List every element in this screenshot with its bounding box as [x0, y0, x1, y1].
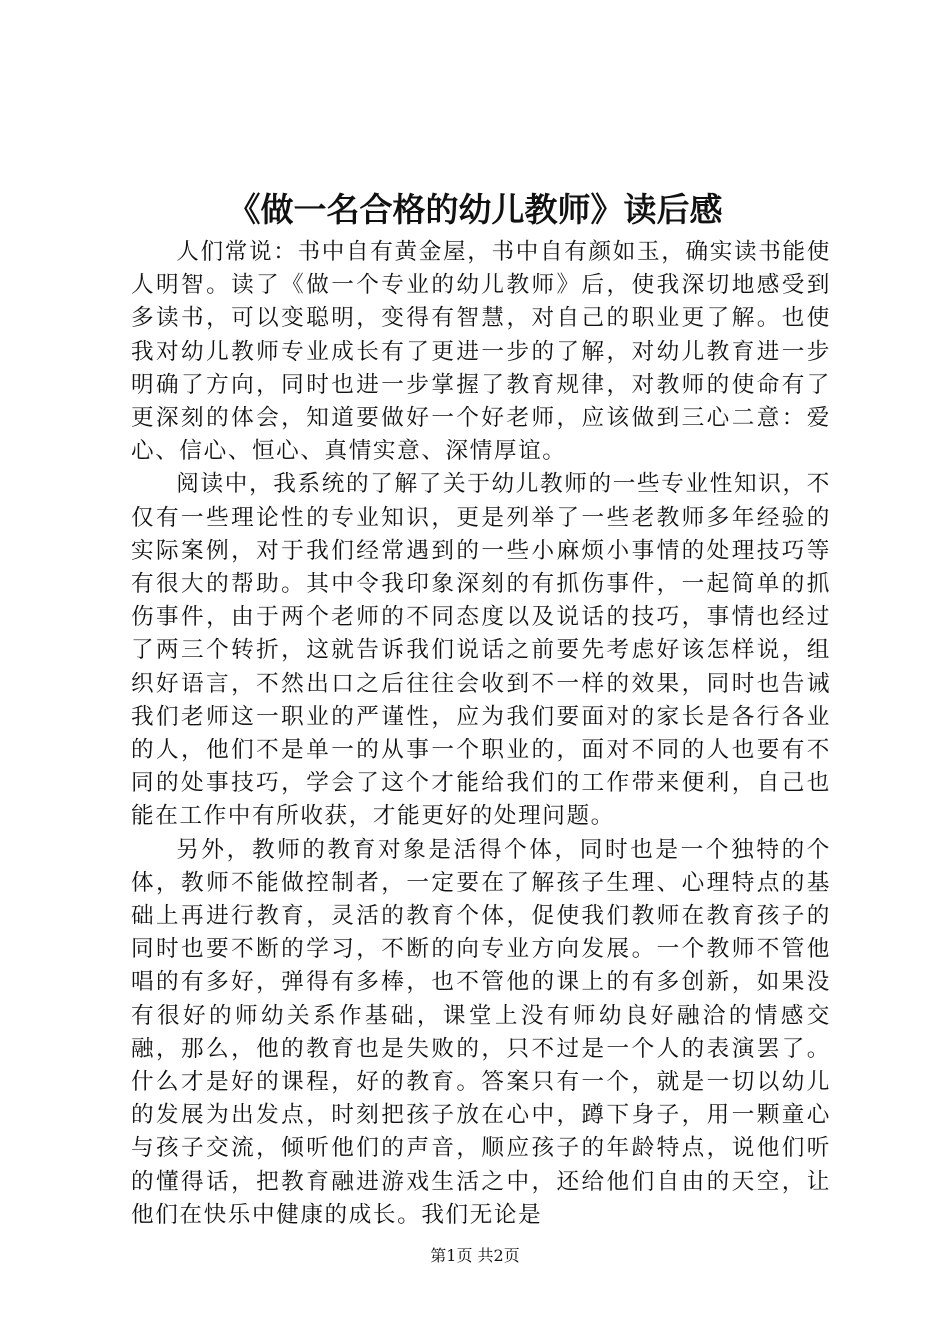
- paragraph-2: 阅读中，我系统的了解了关于幼儿教师的一些专业性知识，不仅有一些理论性的专业知识，更是列举了一些老教师多年经验的实际案例，对于我们经常遇到的一些小麻烦小事情的处理技巧等有很大的帮助。其中令我印象深刻的有抓伤事件，一起简单的抓伤事件，由于两个老师的不同态度以及说话的技巧，事情也经过了两三个转折，这就告诉我们说话之前要先考虑好该怎样说，组织好语言，不然出口之后往往会收到不一样的效果，同时也告诫我们老师这一职业的严谨性，应为我们要面对的家长是各行各业的人，他们不是单一的从事一个职业的，面对不同的人也要有不同的处事技巧，学会了这个才能给我们的工作带来便利，自己也能在工作中有所收获，才能更好的处理问题。: [131, 471, 831, 830]
- document-title: 《做一名合格的幼儿教师》读后感: [227, 190, 723, 229]
- document-body: [131, 236, 831, 1232]
- page-number-footer: 第1页 共2页: [430, 1246, 520, 1265]
- paragraph-1: 人们常说：书中自有黄金屋，书中自有颜如玉，确实读书能使人明智。读了《做一个专业的幼儿教师》后，使我深切地感受到多读书，可以变聪明，变得有智慧，对自己的职业更了解。也使我对幼儿教师专业成长有了更进一步的了解，对幼儿教育进一步明确了方向，同时也进一步掌握了教育规律，对教师的使命有了更深刻的体会，知道要做好一个好老师，应该做到三心二意：爱心、信心、恒心、真情实意、深情厚谊。: [131, 239, 831, 465]
- paragraph-3: 另外，教师的教育对象是活得个体，同时也是一个独特的个体，教师不能做控制者，一定要在了解孩子生理、心理特点的基础上再进行教育，灵活的教育个体，促使我们教师在教育孩子的同时也要不断的学习，不断的向专业方向发展。一个教师不管他唱的有多好，弹得有多棒，也不管他的课上的有多创新，如果没有很好的师幼关系作基础，课堂上没有师幼良好融洽的情感交融，那么，他的教育也是失败的，只不过是一个人的表演罢了。什么才是好的课程，好的教育。答案只有一个，就是一切以幼儿的发展为出发点，时刻把孩子放在心中，蹲下身子，用一颗童心与孩子交流，倾听他们的声音，顺应孩子的年龄特点，说他们听的懂得话，把教育融进游戏生活之中，还给他们自由的天空，让他们在快乐中健康的成长。我们无论是: [131, 836, 831, 1228]
